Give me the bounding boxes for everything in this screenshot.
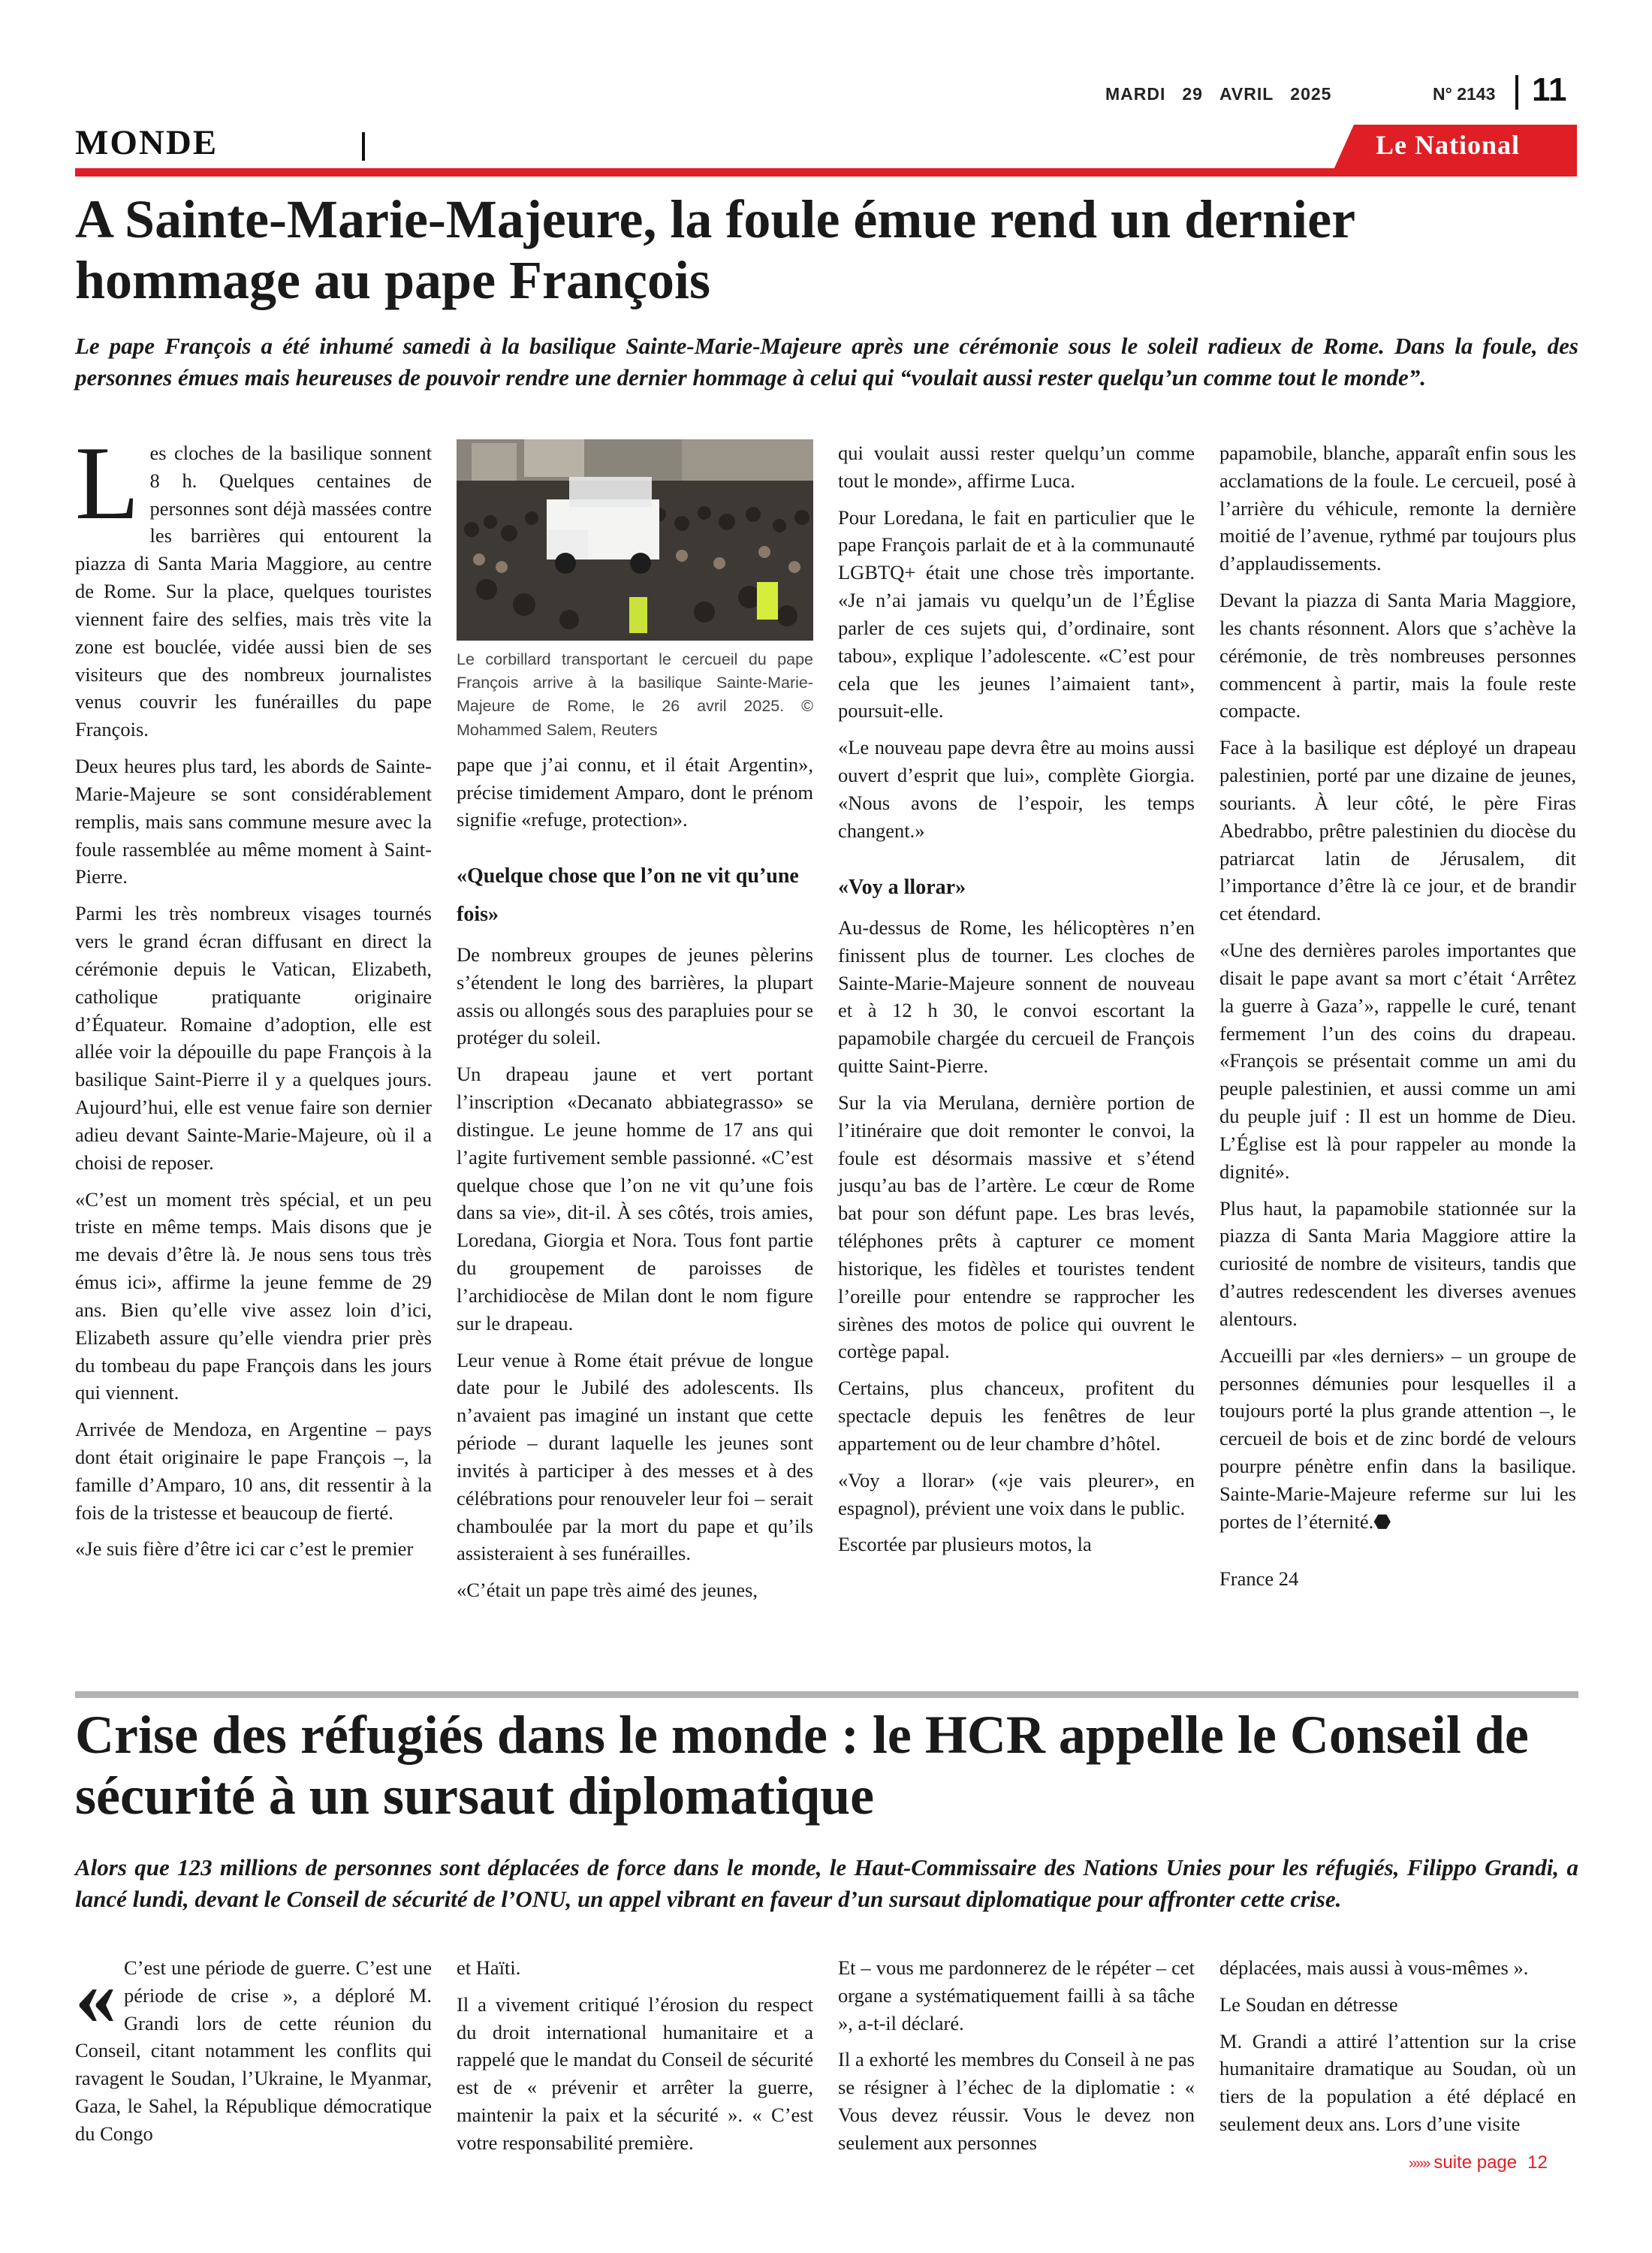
paragraph: «C’est un moment très spécial, et un peu triste en même temps. Mais disons que je me devais d’être là. Je nous sens tous très émus ici», affirme la jeune femme de 29 ans. Bien qu’elle vive assez loin d’ici, Elizabeth assure qu’elle viendra prier près du tombeau du pape François dans les jours qui viennent. bbox=[75, 1187, 432, 1404]
paragraph: Et – vous me pardonnerez de le répéter – cet organe a systématiquement failli à sa tâche », a-t-il déclaré. bbox=[838, 1956, 1195, 2034]
article-1-column-2 bbox=[457, 439, 813, 1613]
issue-month: AVRIL bbox=[1219, 84, 1274, 104]
article-1-column-3 bbox=[838, 439, 1195, 1567]
subheading: «Quelque chose que l’on ne vit qu’une fois» bbox=[457, 864, 799, 926]
issue-date bbox=[1105, 84, 1348, 104]
paragraph: Il a vivement critiqué l’érosion du respect du droit international humanitaire et a rappelé que le mandat du Conseil de sécurité est de « prévenir et arrêter la guerre, maintenir la paix et la sécurité ». « C’est votre responsabilité première. bbox=[457, 1992, 813, 2154]
page-number: 11 bbox=[1532, 71, 1567, 108]
paragraph: Arrivée de Mendoza, en Argentine – pays dont était originaire le pape François –, la famille d’Amparo, 10 ans, dit ressentir à la fois de la tristesse et beaucoup de fierté. bbox=[75, 1418, 432, 1524]
continue-arrows-icon: »»» bbox=[1409, 2155, 1430, 2172]
paragraph: Pour Loredana, le fait en particulier que le pape François parlait de et à la communauté LGBTQ+ était une chose très importante. «Je n’ai jamais vu quelqu’un de l’Église parler de ces sujets qui, d’ordinaire, sont tabou», explique l’adolescente. «C’est pour cela que les jeunes l’aimaient tant», poursuit-elle. bbox=[838, 505, 1195, 722]
issue-day: MARDI bbox=[1105, 84, 1166, 104]
subheading: Le Soudan en détresse bbox=[1219, 1992, 1398, 2016]
photo-caption: Le corbillard transportant le cercueil du pape François arrive à la basilique Sainte-Marie-Majeure de Rome, le 26 avril 2025. © Mohammed Salem, Reuters bbox=[457, 650, 813, 739]
article-2-column-1 bbox=[75, 1950, 432, 2157]
paragraph: Parmi les très nombreux visages tournés vers le grand écran diffusant en direct la cérémonie depuis le Vatican, Elizabeth, catholique pratiquante originaire d’Équateur. Romaine d’adoption, elle est allée voir la dépouille du pape François à la basilique Saint-Pierre il y a quelques jours. Aujourd’hui, elle est venue faire son dernier adieu devant Sainte-Marie-Majeure, où il a choisi de reposer. bbox=[75, 902, 432, 1174]
article-2-column-4 bbox=[1219, 1954, 1576, 2147]
drop-cap: L bbox=[75, 425, 140, 541]
article-2-title: Crise des réfugiés dans le monde : le HCR appelle le Conseil de sécurité à un sursaut diplomatique bbox=[75, 1705, 1529, 1826]
section-divider bbox=[362, 132, 365, 161]
article-divider bbox=[75, 1691, 1578, 1698]
paragraph: « C’est une période de guerre. C’est une période de crise », a déploré M. Grandi lors de cette réunion du Conseil, citant notamment les conflits qui ravagent le Soudan, l’Ukraine, le Myanmar, Gaza, le Sahel, la République démocratique du Congo bbox=[75, 1950, 432, 2145]
paragraph: pape que j’ai connu, et il était Argentin», précise timidement Amparo, dont le prénom signifie «refuge, protection». bbox=[457, 753, 813, 831]
article-2-column-2 bbox=[457, 1954, 813, 2166]
hearse-crowd-photo bbox=[457, 439, 813, 641]
paragraph: Certains, plus chanceux, profitent du spectacle depuis les fenêtres de leur appartement ou de leur chambre d’hôtel. bbox=[838, 1377, 1195, 1455]
continued-page: 12 bbox=[1527, 2152, 1548, 2173]
article-2-column-3 bbox=[838, 1954, 1195, 2166]
paragraph: «Je suis fière d’être ici car c’est le premier bbox=[75, 1537, 414, 1561]
paragraph: M. Grandi a attiré l’attention sur la crise humanitaire dramatique au Soudan, où un tiers de la population a été déplacé en seulement deux ans. Lors d’une visite bbox=[1219, 2029, 1576, 2136]
section-label: MONDE bbox=[75, 123, 219, 162]
paragraph: Au-dessus de Rome, les hélicoptères n’en finissent plus de tourner. Les cloches de Sainte-Marie-Majeure sonnent de nouveau et à 12 h 30, le convoi escortant la papamobile chargée du cercueil de François quitte Saint-Pierre. bbox=[838, 915, 1195, 1078]
paragraph: Leur venue à Rome était prévue de longue date pour le Jubilé des adolescents. Ils n’avaient pas imaginé un instant que cette période – durant laquelle les jeunes sont invités à participer à des messes et à des célébrations pour renouveler leur foi – serait chamboulée par la mort du pape et qu’ils assisteraient à ses funérailles. bbox=[457, 1348, 813, 1565]
issue-number: N° 2143 bbox=[1433, 84, 1496, 104]
paragraph: «Le nouveau pape devra être au moins aussi ouvert d’esprit que lui», complète Giorgia. «Nous avons de l’espoir, les temps changent.» bbox=[838, 736, 1195, 842]
paragraph: déplacées, mais aussi à vous-mêmes ». bbox=[1219, 1956, 1529, 1979]
article-1-title: A Sainte-Marie-Majeure, la foule émue rend un dernier hommage au pape François bbox=[75, 189, 1355, 310]
quote-mark-icon: « bbox=[75, 1950, 116, 2042]
paragraph: De nombreux groupes de jeunes pèlerins s’étendent le long des barrières, la plupart assis ou allongés sous des parapluies pour se protéger du soleil. bbox=[457, 943, 813, 1049]
paragraph: Escortée par plusieurs motos, la bbox=[838, 1533, 1092, 1556]
paragraph: et Haïti. bbox=[457, 1956, 521, 1979]
continued-label: suite page bbox=[1433, 2152, 1518, 2173]
paragraph: «Une des dernières paroles importantes que disait le pape avant sa mort c’était ‘Arrêtez la guerre à Gaza’», rappelle le curé, tenant fermement l’un des coins du drapeau. «François se présentait comme un ami du peuple palestinien, et aussi comme un ami du peuple juif : Il est un homme de Dieu. L’Église est là pour rappeler au monde la dignité». bbox=[1219, 939, 1576, 1183]
paragraph: Sur la via Merulana, dernière portion de l’itinéraire que doit remonter le convoi, la foule est désormais massive et s’étend jusqu’au bas de l’artère. Le cœur de Rome bat pour son défunt pape. Les bras levés, téléphones prêts à capturer ce moment historique, les fidèles et touristes tendent l’oreille pour entendre se rapprocher les sirènes des motos de police qui ouvrent le cortège papal. bbox=[838, 1090, 1195, 1363]
paragraph: «C’était un pape très aimé des jeunes, bbox=[457, 1579, 758, 1602]
issue-year: 2025 bbox=[1290, 84, 1332, 104]
paragraph: Il a exhorté les membres du Conseil à ne pas se résigner à l’échec de la diplomatie : « Vous devez réussir. Vous le devez non seulement aux personnes bbox=[838, 2048, 1195, 2154]
article-source: France 24 bbox=[1219, 1567, 1299, 1591]
header-divider bbox=[1515, 75, 1518, 110]
paragraph: «Voy a llorar» («je vais pleurer», en espagnol), prévient une voix dans le public. bbox=[838, 1468, 1195, 1519]
article-1-column-4 bbox=[1219, 439, 1576, 1602]
paragraph: Un drapeau jaune et vert portant l’inscription «Decanato abbiategrasso» se distingue. Le jeune homme de 17 ans qui l’agite furtivement semble passionné. «C’est quelque chose que l’on ne vit qu’une fois dans sa vie», dit-il. À ses côtés, trois amies, Loredana, Giorgia et Nora. Tous font partie du groupement de paroisses de l’archidiocèse de Milan dont le nom figure sur le drapeau. bbox=[457, 1063, 813, 1335]
paragraph: Face à la basilique est déployé un drapeau palestinien, porté par une dizaine de jeunes, souriants. À leur côté, le père Firas Abedrabbo, prêtre palestinien du diocèse du patriarcat latin de Jérusalem, dit l’importance d’être là ce jour, et de brandir cet étendard. bbox=[1219, 736, 1576, 925]
article-1-column-1 bbox=[75, 425, 432, 1572]
paragraph: Devant la piazza di Santa Maria Maggiore, les chants résonnent. Alors que s’achève la cérémonie, de très nombreuses personnes commencent à partir, mais la foule reste compacte. bbox=[1219, 589, 1576, 722]
subheading: «Voy a llorar» bbox=[838, 875, 966, 899]
paragraph: Les cloches de la basilique sonnent 8 h. Quelques centaines de personnes sont déjà massées contre les barrières qui entourent la piazza di Santa Maria Maggiore, au centre de Rome. Sur la place, quelques touristes viennent faire des selfies, mais très vite la zone est bouclée, vidée aussi bien de ses visiteurs que des nombreux journalistes venus couvrir les funérailles du pape François. bbox=[75, 425, 432, 741]
issue-date-number: 29 bbox=[1182, 84, 1203, 104]
header-rule bbox=[75, 168, 1577, 176]
paragraph: papamobile, blanche, apparaît enfin sous les acclamations de la foule. Le cercueil, posé à l’arrière du véhicule, remonte la dernière moitié de l’avenue, rythmé par toujours plus d’applaudissements. bbox=[1219, 442, 1576, 575]
paragraph: Deux heures plus tard, les abords de Sainte-Marie-Majeure se sont considérablement remplis, mais sans commune mesure avec la foule rassemblée au même moment à Saint-Pierre. bbox=[75, 755, 432, 888]
end-mark-icon: ⬣ bbox=[1373, 1510, 1391, 1533]
brand-name: Le National bbox=[1376, 130, 1521, 160]
photo-illustration bbox=[457, 439, 813, 641]
paragraph: qui voulait aussi rester quelqu’un comme tout le monde», affirme Luca. bbox=[838, 442, 1195, 492]
continued-link[interactable] bbox=[1409, 2152, 1548, 2173]
article-1-lead: Le pape François a été inhumé samedi à la basilique Sainte-Marie-Majeure après une cérémonie sous le soleil radieux de Rome. Dans la foule, des personnes émues mais heureuses de pouvoir rendre une dernier hommage à celui qui “voulait aussi rester quelqu’un comme tout le monde”. bbox=[75, 333, 1578, 391]
paragraph: Plus haut, la papamobile stationnée sur la piazza di Santa Maria Maggiore attire la curiosité de nombre de visiteurs, tandis que d’autres redescendent les diverses avenues alentours. bbox=[1219, 1196, 1576, 1330]
paragraph: Accueilli par «les derniers» – un groupe de personnes démunies pour lesquelles il a toujours porté la plus grande attention –, le cercueil de bois et de zinc bordé de velours pourpre pénètre enfin dans la basilique. Sainte-Marie-Majeure referme sur lui les portes de l’éternité.⬣ bbox=[1219, 1344, 1576, 1533]
article-2-lead: Alors que 123 millions de personnes sont déplacées de force dans le monde, le Haut-Commissaire des Nations Unies pour les réfugiés, Filippo Grandi, a lancé lundi, devant le Conseil de sécurité de l’ONU, un appel vibrant en faveur d’un sursaut diplomatique pour affronter cette crise. bbox=[75, 1854, 1578, 1913]
